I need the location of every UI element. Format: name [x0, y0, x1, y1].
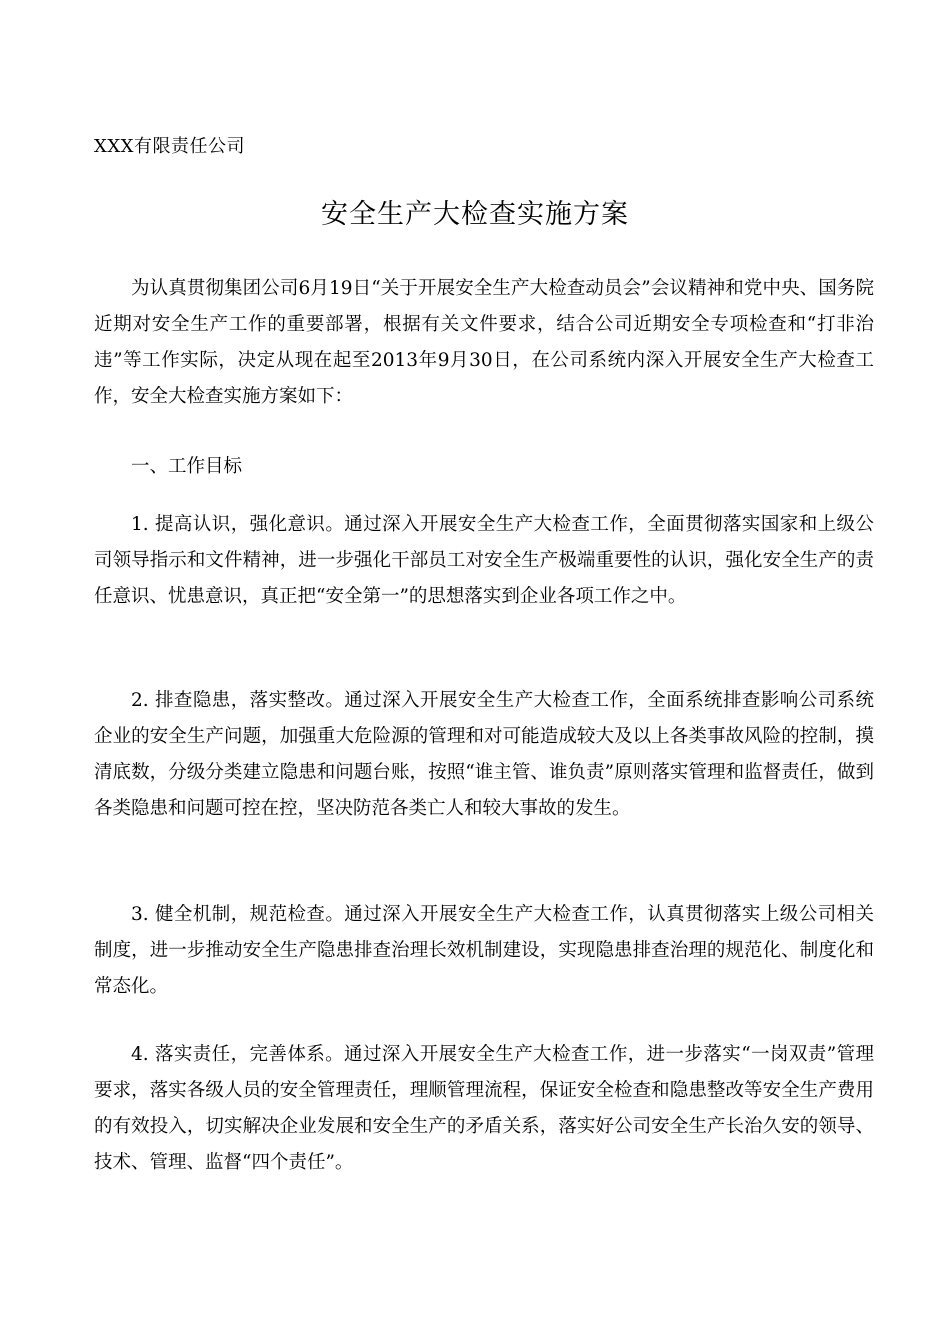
intro-paragraph: 为认真贯彻集团公司6月19日“关于开展安全生产大检查动员会”会议精神和党中央、国务院近期对安全生产工作的重要部署，根据有关文件要求，结合公司近期安全专项检查和“打非治违”等工作实际，决定从现在起至2013年9月30日，在公司系统内深入开展安全生产大检查工作，安全大检查实施方案如下： [94, 278, 874, 407]
goal-item-1: 1. 提高认识，强化意识。通过深入开展安全生产大检查工作，全面贯彻落实国家和上级公司领导指示和文件精神，进一步强化干部员工对安全生产极端重要性的认识，强化安全生产的责任意识、忧患意识，真正把“安全第一”的思想落实到企业各项工作之中。 [94, 514, 874, 607]
goal-item-2: 2. 排查隐患，落实整改。通过深入开展安全生产大检查工作，全面系统排查影响公司系统企业的安全生产问题，加强重大危险源的管理和对可能造成较大及以上各类事故风险的控制，摸清底数，分级分类建立隐患和问题台账，按照“谁主管、谁负责”原则落实管理和监督责任，做到各类隐患和问题可控在控，坚决防范各类亡人和较大事故的发生。 [94, 690, 874, 819]
document-title: 安全生产大检查实施方案 [321, 199, 629, 230]
goal-item-3: 3. 健全机制，规范检查。通过深入开展安全生产大检查工作，认真贯彻落实上级公司相关制度，进一步推动安全生产隐患排查治理长效机制建设，实现隐患排查治理的规范化、制度化和常态化。 [94, 904, 874, 997]
goal-item-4: 4. 落实责任，完善体系。通过深入开展安全生产大检查工作，进一步落实“一岗双责”管理要求，落实各级人员的安全管理责任，理顺管理流程，保证安全检查和隐患整改等安全生产费用的有效投入，切实解决企业发展和安全生产的矛盾关系，落实好公司安全生产长治久安的领导、技术、管理、监督“四个责任”。 [94, 1044, 874, 1173]
section-heading-goals: 一、工作目标 [131, 456, 243, 477]
company-name: XXX有限责任公司 [94, 136, 245, 157]
